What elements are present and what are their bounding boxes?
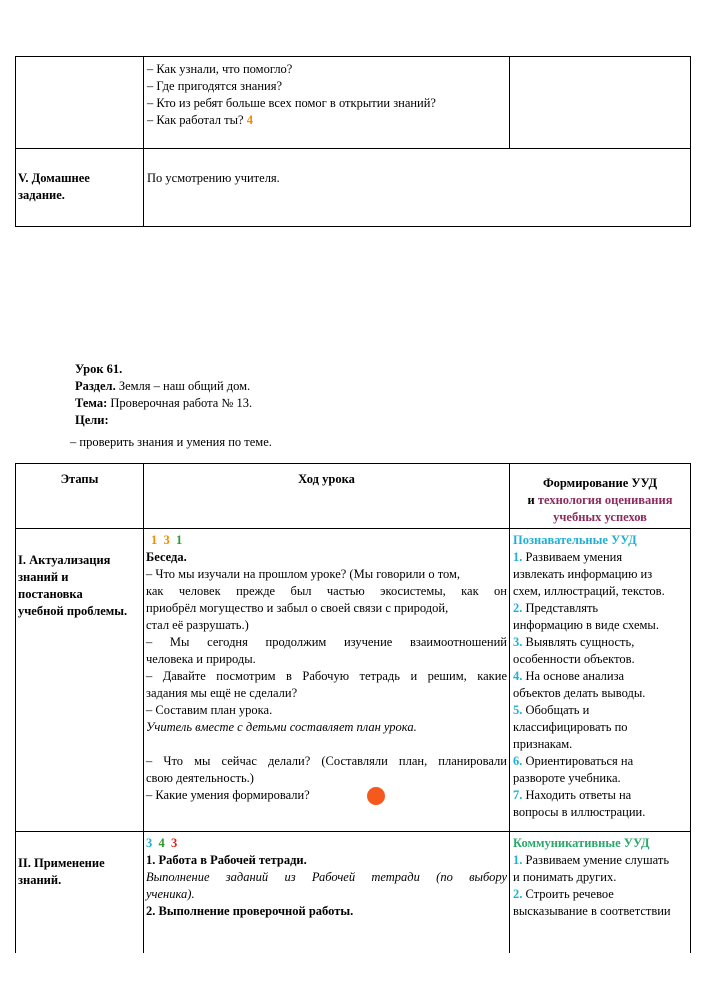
course-row2 — [146, 835, 507, 920]
course-line: свою деятельность.) — [146, 771, 254, 785]
course-line: человека и природы. — [146, 652, 256, 666]
workbook-note: Выполнение заданий из Рабочей тетради (по выбору — [146, 870, 507, 884]
marker-number: 1 — [151, 533, 158, 547]
reflection-questions — [147, 61, 507, 129]
stage-line: II. Применение — [18, 856, 105, 870]
uud-item: 4. На основе анализа — [513, 669, 625, 683]
uud-item: 1. Развиваем умение слушать — [513, 853, 670, 867]
stage-line: знаний. — [18, 873, 62, 887]
uud-item: 6. Ориентироваться на — [513, 754, 634, 768]
markers-row2 — [146, 835, 507, 852]
course-line: – Что мы сейчас делали? (Составляли план, планировали — [146, 754, 507, 768]
uud-title: Коммуникативные УУД — [513, 836, 650, 850]
marker-number: 3 — [146, 836, 153, 850]
lesson-goals-label: Цели: — [75, 413, 109, 427]
course-line: – Какие умения формировали? — [146, 788, 310, 802]
header-uud — [510, 475, 690, 526]
course-line: как человек прежде был частью экосистемы, как он — [146, 584, 507, 598]
header-stages: Этапы — [60, 472, 99, 486]
question-line: – Где пригодятся знания? — [147, 79, 283, 93]
question-line: – Как работал ты? 4 — [147, 113, 253, 127]
uud-item-cont: схем, иллюстраций, текстов. — [513, 584, 665, 598]
uud-item-cont: вопросы в иллюстрации. — [513, 805, 646, 819]
marker-number: 3 — [163, 533, 170, 547]
homework-content: По усмотрению учителя. — [147, 171, 280, 185]
stage-line: I. Актуализация — [18, 553, 111, 567]
uud-item: 5. Обобщать и — [513, 703, 590, 717]
marker-number: 4 — [246, 113, 253, 127]
stage-line: знаний и — [18, 570, 69, 584]
uud-item-cont: признакам. — [513, 737, 573, 751]
workbook-task: 1. Работа в Рабочей тетради. — [146, 853, 307, 867]
uud-item: 2. Строить речевое — [513, 887, 614, 901]
course-line: стал её разрушать.) — [146, 618, 249, 632]
course-line: – Давайте посмотрим в Рабочую тетрадь и решим, какие — [146, 669, 507, 683]
uud-item-cont: развороте учебника. — [513, 771, 621, 785]
uud-item-cont: классифицировать по — [513, 720, 628, 734]
stage-line: задание. — [18, 188, 65, 202]
uud-item-cont: информацию в виде схемы. — [513, 618, 659, 632]
uud-item-cont: извлекать информацию из — [513, 567, 653, 581]
test-task: 2. Выполнение проверочной работы. — [146, 904, 354, 918]
uud-item-cont: особенности объектов. — [513, 652, 635, 666]
uud-item: 2. Представлять — [513, 601, 599, 615]
stage-actualization — [18, 552, 142, 620]
header-uud-title: Формирование УУД — [542, 476, 658, 490]
header-uud-tail: учебных успехов — [553, 510, 647, 524]
uud-item: 3. Выявлять сущность, — [513, 635, 635, 649]
course-line: – Составим план урока. — [146, 703, 273, 717]
course-row1 — [146, 532, 507, 804]
uud-cognitive — [513, 532, 689, 821]
teacher-note: Учитель вместе с детьми составляет план урока. — [146, 720, 417, 734]
header-uud-tech: и технология оценивания — [527, 493, 673, 507]
workbook-note: ученика). — [146, 887, 195, 901]
course-line: – Что мы изучали на прошлом уроке? (Мы говорили о том, — [146, 567, 461, 581]
uud-title: Познавательные УУД — [513, 533, 637, 547]
uud-item-cont: объектов делать выводы. — [513, 686, 646, 700]
homework-stage — [18, 170, 140, 204]
header-course: Ход урока — [298, 472, 355, 486]
lesson-header — [75, 361, 252, 429]
uud-item: 7. Находить ответы на — [513, 788, 632, 802]
uud-communicative — [513, 835, 689, 920]
lesson-goal: – проверить знания и умения по теме. — [70, 435, 272, 449]
course-line: приобрёл могущество и забыл о своей связи с природой, — [146, 601, 449, 615]
marker-number: 1 — [176, 533, 183, 547]
uud-item: 1. Развиваем умения — [513, 550, 623, 564]
stage-line: V. Домашнее — [18, 171, 90, 185]
question-line: – Как узнали, что помогло? — [147, 62, 293, 76]
lesson-section: Раздел. Земля – наш общий дом. — [75, 379, 251, 393]
stage-line: постановка — [18, 587, 83, 601]
uud-item-cont: высказывание в соответствии — [513, 904, 671, 918]
marker-number: 4 — [158, 836, 165, 850]
orange-circle-marker — [367, 787, 385, 805]
markers-row1 — [146, 532, 507, 549]
lesson-topic: Тема: Проверочная работа № 13. — [75, 396, 253, 410]
course-line: – Мы сегодня продолжим изучение взаимоотношений — [146, 635, 507, 649]
marker-number: 3 — [171, 836, 178, 850]
stage-application — [18, 855, 142, 889]
question-line: – Кто из ребят больше всех помог в открытии знаний? — [147, 96, 436, 110]
conversation-title: Беседа. — [146, 550, 187, 564]
stage-line: учебной проблемы. — [18, 604, 128, 618]
course-line: задания мы ещё не сделали? — [146, 686, 298, 700]
lesson-number: Урок 61. — [75, 362, 123, 376]
uud-item-cont: и понимать других. — [513, 870, 617, 884]
